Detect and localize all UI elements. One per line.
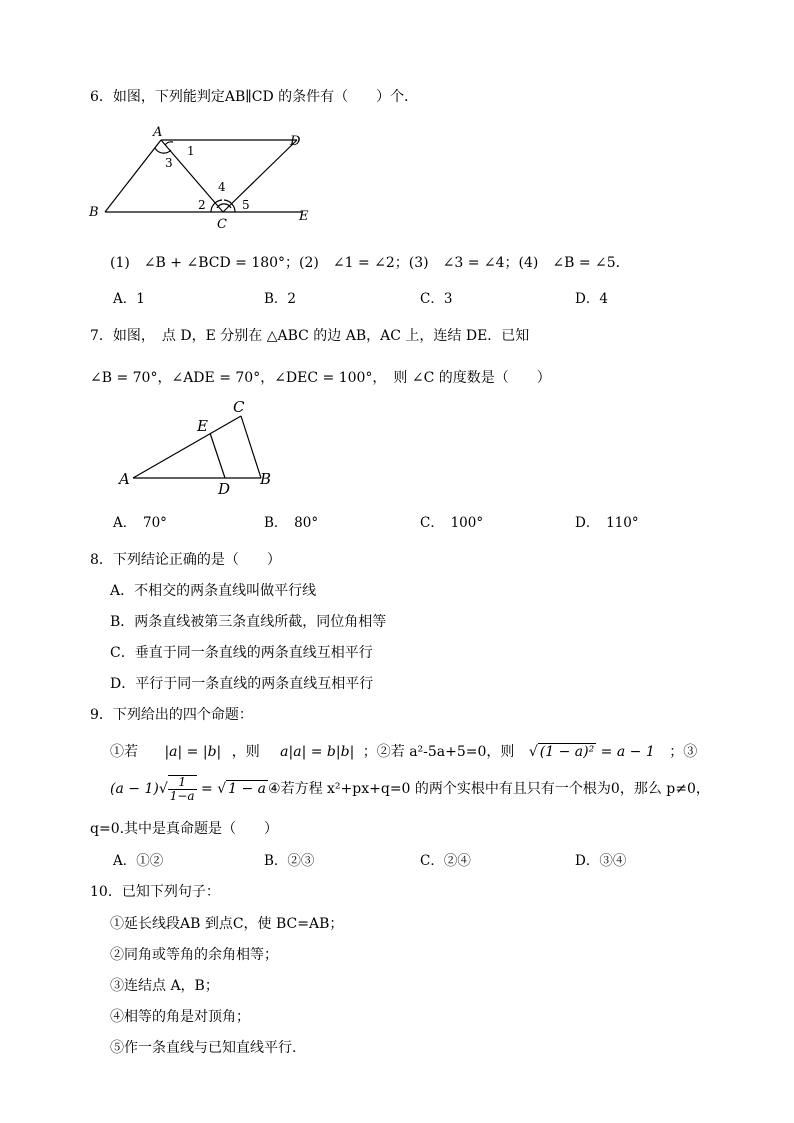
q7-stem: 7．如图， 点 D，E 分别在 △ABC 的边 AB，AC 上，连结 DE．已知 [90, 328, 530, 344]
fig7-label-d: D [218, 480, 231, 498]
q8-stem: 8．下列结论正确的是（ ） [90, 552, 281, 568]
fig7-label-b: B [260, 470, 272, 488]
q6-figure [85, 120, 325, 230]
fig7-label-e: E [197, 417, 208, 435]
q9-sqrt-sign: √ [528, 744, 538, 760]
q9-separator-2: ；③ [669, 744, 698, 760]
q7-option-c: C． 100° [420, 515, 484, 531]
fig7-label-a: A [119, 470, 130, 488]
fig7-label-c: C [233, 398, 245, 416]
q9-line1 [110, 743, 697, 761]
q10-item-2: ②同角或等角的余角相等； [110, 947, 278, 963]
fig6-angle-3: 3 [165, 156, 173, 170]
q10-item-5: ⑤作一条直线与已知直线平行. [110, 1040, 297, 1056]
q9-prop4: ④若方程 x²+px+q=0 的两个实根中有且只有一个根为0，那么 p≠0， [268, 781, 710, 797]
q7-option-a: A． 70° [113, 515, 167, 531]
q9-separator-1: ；②若 a²-5a+5=0，则 [362, 744, 515, 760]
q6-option-d: D．4 [575, 291, 608, 307]
q10-item-1: ①延长线段AB 到点C，使 BC=AB； [110, 916, 344, 932]
q9-prop1-then: ，则 [231, 744, 260, 760]
q9-prop2-equals: = a − 1 [600, 744, 655, 760]
q8-option-b: B．两条直线被第三条直线所截，同位角相等 [110, 614, 387, 630]
fig6-angle-2: 2 [198, 198, 206, 212]
q7-figure [115, 395, 285, 500]
q8-option-a: A．不相交的两条直线叫做平行线 [110, 583, 317, 599]
fig6-angle-5: 5 [242, 198, 250, 212]
q6-option-c: C．3 [420, 291, 453, 307]
q9-option-c: C．②④ [420, 853, 471, 869]
q9-prop3-fraction [168, 775, 197, 803]
fig6-label-e: E [299, 209, 309, 224]
q9-prop3-equals-sign: = [201, 781, 213, 797]
q10-item-3: ③连结点 A，B； [110, 978, 219, 994]
q9-prop3-sqrt-sign: √ [158, 781, 168, 797]
q9-stem: 9．下列给出的四个命题： [90, 707, 253, 723]
q9-prop3-denominator: 1−a [169, 789, 195, 803]
fig6-angle-4: 4 [218, 180, 226, 194]
q8-option-c: C．垂直于同一条直线的两条直线互相平行 [110, 645, 373, 661]
q9-line3: q=0.其中是真命题是（ ） [90, 821, 279, 837]
q10-item-4: ④相等的角是对顶角； [110, 1009, 250, 1025]
q9-prop2-radicand: (1 − a)² [539, 744, 595, 760]
q9-prop3-right-sqrt-sign: √ [217, 781, 227, 797]
q9-prop1-cond: |a| = |b| [164, 744, 222, 760]
fig6-label-a: A [153, 125, 163, 140]
q6-stem: 6．如图，下列能判定AB∥CD 的条件有（ ）个． [90, 89, 419, 105]
q7-option-d: D． 110° [575, 515, 639, 531]
q6-option-b: B．2 [264, 291, 297, 307]
q9-prop1-result: a|a| = b|b| [280, 744, 355, 760]
q9-prop1-mark: ①若 [110, 744, 138, 760]
q7-option-b: B． 80° [264, 515, 319, 531]
q9-option-d: D．③④ [575, 853, 627, 869]
q8-option-d: D．平行于同一条直线的两条直线互相平行 [110, 676, 374, 692]
fig6-label-b: B [89, 205, 99, 220]
q10-stem: 10．已知下列句子： [90, 884, 220, 900]
q7-given: ∠B = 70°，∠ADE = 70°，∠DEC = 100°， 则 ∠C 的度数是（ ） [90, 370, 551, 386]
q9-option-a: A．①② [113, 853, 164, 869]
fig6-label-c: C [217, 217, 227, 230]
q9-option-b: B．②③ [264, 853, 315, 869]
q9-line2 [110, 775, 710, 803]
q9-prop3-left: (a − 1) [110, 781, 159, 797]
fig6-angle-1: 1 [187, 144, 195, 158]
q6-conditions: (1) ∠B + ∠BCD = 180°；(2) ∠1 = ∠2；(3) ∠3 = ∠4；(4) ∠B = ∠5． [110, 255, 630, 271]
q9-prop3-numerator: 1 [168, 776, 197, 790]
q6-option-a: A．1 [113, 291, 145, 307]
q9-prop3-right: 1 − a [228, 781, 267, 797]
fig6-label-d: D [290, 134, 301, 149]
